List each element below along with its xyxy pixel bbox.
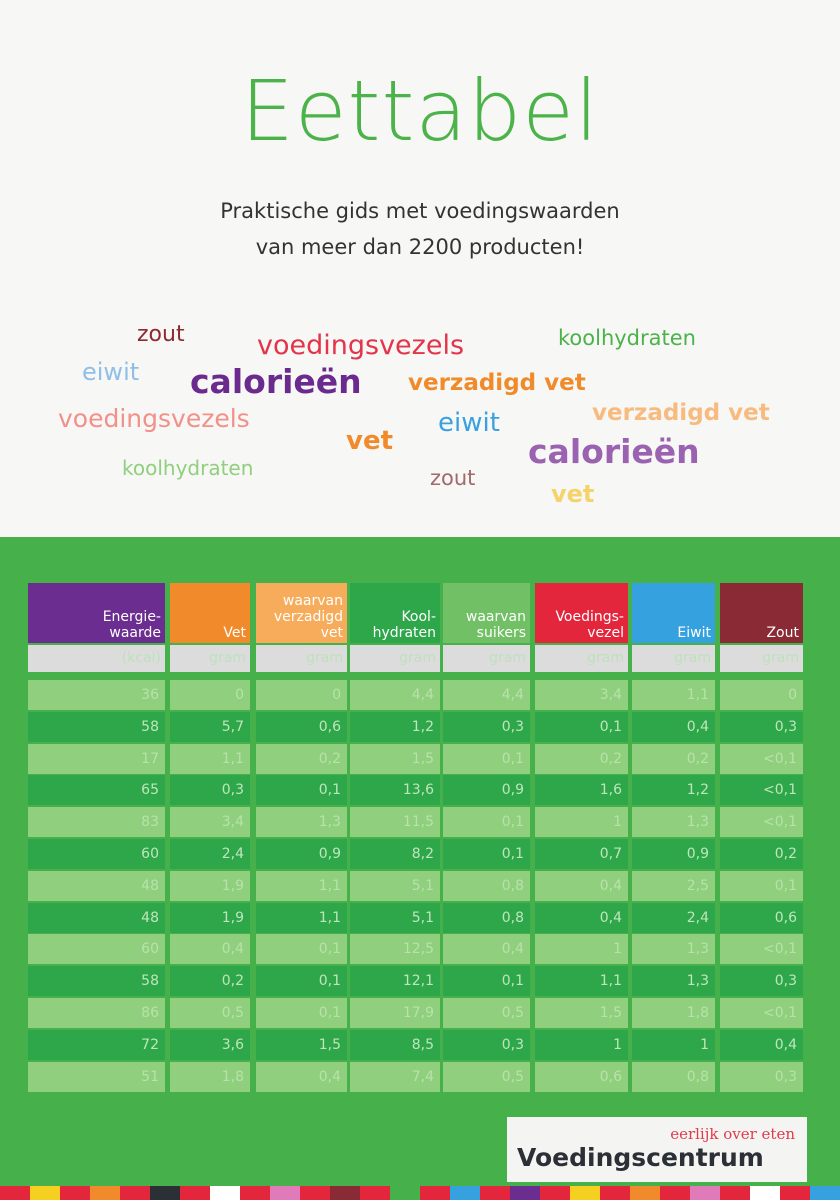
table-cell: 4,4 (443, 680, 530, 710)
strip-block (30, 1186, 60, 1200)
table-cell: <0,1 (720, 998, 803, 1028)
subtitle (0, 193, 840, 265)
table-cell: <0,1 (720, 775, 803, 805)
strip-block (450, 1186, 480, 1200)
table-cell: 5,7 (170, 712, 250, 742)
table-cell: 0,4 (632, 712, 715, 742)
table-cell: 8,5 (350, 1030, 440, 1060)
cloud-word: vet (551, 480, 595, 508)
table-cell: 0,5 (443, 1062, 530, 1092)
table-cell: 48 (28, 903, 165, 933)
table-cell: 1,2 (632, 775, 715, 805)
table-cell: 13,6 (350, 775, 440, 805)
table-cell: 0,3 (443, 712, 530, 742)
strip-block (720, 1186, 750, 1200)
table-cell: 48 (28, 871, 165, 901)
table-cell: 0,3 (720, 966, 803, 996)
table-cell: 0 (720, 680, 803, 710)
unit-label: gram (443, 645, 530, 672)
table-cell: 60 (28, 839, 165, 869)
cloud-word: calorieën (528, 432, 700, 471)
table-cell: <0,1 (720, 744, 803, 774)
cloud-word: eiwit (438, 408, 500, 438)
column-header: Kool- hydraten (350, 583, 440, 643)
table-cell: 1 (632, 1030, 715, 1060)
strip-block (480, 1186, 510, 1200)
strip-block (780, 1186, 810, 1200)
strip-block (180, 1186, 210, 1200)
strip-block (660, 1186, 690, 1200)
table-cell: 12,1 (350, 966, 440, 996)
table-cell: 0,1 (720, 871, 803, 901)
table-cell: 3,6 (170, 1030, 250, 1060)
color-strip (0, 1186, 840, 1200)
table-cell: 1,2 (350, 712, 440, 742)
table-cell: 86 (28, 998, 165, 1028)
table-cell: 1,1 (535, 966, 628, 996)
voedingscentrum-logo (507, 1117, 807, 1182)
table-cell: 1,5 (256, 1030, 347, 1060)
table-cell: 0,6 (256, 712, 347, 742)
cloud-word: koolhydraten (558, 326, 696, 350)
table-cell: 0,1 (256, 998, 347, 1028)
table-cell: 4,4 (350, 680, 440, 710)
cloud-word: voedingsvezels (257, 330, 465, 361)
table-cell: 0,4 (535, 903, 628, 933)
table-cell: 1 (535, 1030, 628, 1060)
table-cell: 0,4 (720, 1030, 803, 1060)
strip-block (390, 1186, 420, 1200)
table-cell: 0,3 (170, 775, 250, 805)
table-cell: 0,1 (535, 712, 628, 742)
table-cell: 0,7 (535, 839, 628, 869)
table-cell: 0,5 (443, 998, 530, 1028)
cloud-word: eiwit (82, 358, 140, 386)
table-cell: 0,1 (443, 807, 530, 837)
logo-tagline: eerlijk over eten (670, 1125, 795, 1143)
table-cell: 0,6 (720, 903, 803, 933)
table-cell: 17,9 (350, 998, 440, 1028)
table-cell: 0,4 (443, 934, 530, 964)
unit-label: gram (535, 645, 628, 672)
table-cell: 72 (28, 1030, 165, 1060)
strip-block (210, 1186, 240, 1200)
logo-brand: Voedingscentrum (517, 1143, 764, 1172)
subtitle-line: van meer dan 2200 producten! (255, 235, 585, 259)
table-cell: 2,4 (632, 903, 715, 933)
strip-block (690, 1186, 720, 1200)
column-header: Voedings- vezel (535, 583, 628, 643)
table-cell: 0,1 (443, 966, 530, 996)
table-cell: 0,4 (170, 934, 250, 964)
strip-block (630, 1186, 660, 1200)
unit-label: gram (720, 645, 803, 672)
subtitle-line: Praktische gids met voedingswaarden (220, 199, 620, 223)
table-cell: 1,6 (535, 775, 628, 805)
table-cell: 1,1 (170, 744, 250, 774)
table-cell: 0,2 (256, 744, 347, 774)
book-title: Eettabel (240, 62, 600, 160)
table-cell: 1 (535, 807, 628, 837)
cloud-word: verzadigd vet (408, 370, 586, 396)
unit-label: gram (170, 645, 250, 672)
table-cell: 8,2 (350, 839, 440, 869)
table-cell: 0,8 (443, 871, 530, 901)
table-cell: 1,5 (350, 744, 440, 774)
table-cell: 0,4 (256, 1062, 347, 1092)
table-cell: 1,3 (256, 807, 347, 837)
strip-block (90, 1186, 120, 1200)
strip-block (60, 1186, 90, 1200)
table-cell: 2,4 (170, 839, 250, 869)
table-cell: 0,8 (443, 903, 530, 933)
column-header: Energie- waarde (28, 583, 165, 643)
table-cell: 0,6 (535, 1062, 628, 1092)
table-cell: 12,5 (350, 934, 440, 964)
table-cell: 0,2 (632, 744, 715, 774)
strip-block (240, 1186, 270, 1200)
table-cell: 2,5 (632, 871, 715, 901)
table-cell: 60 (28, 934, 165, 964)
strip-block (420, 1186, 450, 1200)
strip-block (810, 1186, 840, 1200)
cloud-word: vet (346, 426, 394, 456)
table-cell: 0,8 (632, 1062, 715, 1092)
strip-block (570, 1186, 600, 1200)
table-cell: 17 (28, 744, 165, 774)
column-header: waarvan suikers (443, 583, 530, 643)
column-header: waarvan verzadigd vet (256, 583, 347, 643)
table-cell: 0,9 (256, 839, 347, 869)
table-cell: 0,2 (170, 966, 250, 996)
unit-label: gram (350, 645, 440, 672)
table-cell: 0,3 (443, 1030, 530, 1060)
table-cell: 0,3 (720, 712, 803, 742)
table-cell: 0,9 (443, 775, 530, 805)
unit-label: gram (256, 645, 347, 672)
column-header: Zout (720, 583, 803, 643)
column-header: Eiwit (632, 583, 715, 643)
table-cell: 0,2 (535, 744, 628, 774)
table-cell: 1,3 (632, 966, 715, 996)
table-cell: 0 (170, 680, 250, 710)
cloud-word: koolhydraten (122, 456, 254, 480)
table-cell: 1,1 (256, 903, 347, 933)
table-cell: 83 (28, 807, 165, 837)
table-cell: 0,3 (720, 1062, 803, 1092)
table-cell: 1,9 (170, 903, 250, 933)
unit-label: (kcal) (28, 645, 165, 672)
table-cell: <0,1 (720, 807, 803, 837)
table-cell: 1,5 (535, 998, 628, 1028)
strip-block (120, 1186, 150, 1200)
cloud-word: zout (430, 466, 476, 490)
table-cell: 0,1 (443, 744, 530, 774)
table-cell: 11,5 (350, 807, 440, 837)
strip-block (510, 1186, 540, 1200)
unit-label: gram (632, 645, 715, 672)
table-cell: 65 (28, 775, 165, 805)
table-cell: 0,4 (535, 871, 628, 901)
table-cell: 1 (535, 934, 628, 964)
table-cell: 36 (28, 680, 165, 710)
cloud-word: zout (137, 322, 185, 347)
table-cell: 0,1 (256, 934, 347, 964)
table-cell: 0 (256, 680, 347, 710)
table-cell: 3,4 (170, 807, 250, 837)
cloud-word: voedingsvezels (58, 404, 250, 433)
table-cell: 1,8 (632, 998, 715, 1028)
table-cell: 0,2 (720, 839, 803, 869)
table-cell: 0,1 (256, 775, 347, 805)
table-cell: 51 (28, 1062, 165, 1092)
table-cell: 0,9 (632, 839, 715, 869)
table-cell: 1,9 (170, 871, 250, 901)
table-cell: 1,1 (256, 871, 347, 901)
strip-block (0, 1186, 30, 1200)
strip-block (270, 1186, 300, 1200)
table-cell: 0,1 (256, 966, 347, 996)
strip-block (150, 1186, 180, 1200)
cloud-word: verzadigd vet (592, 400, 770, 426)
table-cell: 1,8 (170, 1062, 250, 1092)
table-cell: 0,1 (443, 839, 530, 869)
strip-block (360, 1186, 390, 1200)
table-cell: 7,4 (350, 1062, 440, 1092)
table-cell: 1,3 (632, 807, 715, 837)
table-cell: 3,4 (535, 680, 628, 710)
strip-block (600, 1186, 630, 1200)
table-cell: 0,5 (170, 998, 250, 1028)
table-cell: 58 (28, 712, 165, 742)
strip-block (330, 1186, 360, 1200)
column-header: Vet (170, 583, 250, 643)
table-cell: 1,1 (632, 680, 715, 710)
strip-block (750, 1186, 780, 1200)
table-cell: 5,1 (350, 903, 440, 933)
strip-block (300, 1186, 330, 1200)
cloud-word: calorieën (190, 362, 362, 401)
table-cell: <0,1 (720, 934, 803, 964)
strip-block (540, 1186, 570, 1200)
table-cell: 5,1 (350, 871, 440, 901)
table-cell: 58 (28, 966, 165, 996)
table-cell: 1,3 (632, 934, 715, 964)
